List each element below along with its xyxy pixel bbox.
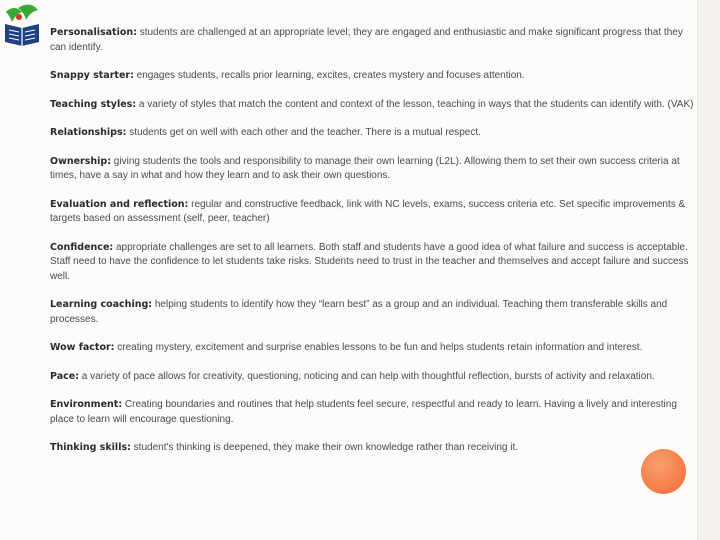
orange-circle xyxy=(641,449,686,494)
list-item-personalisation xyxy=(50,26,700,55)
term-label: Teaching styles: xyxy=(50,98,137,110)
term-label: Confidence: xyxy=(50,241,114,253)
list-item-evaluation-reflection xyxy=(50,198,700,227)
list-item-pace xyxy=(50,370,700,385)
content-list xyxy=(50,26,700,470)
list-item-learning-coaching xyxy=(50,298,700,327)
list-item-confidence xyxy=(50,241,700,285)
list-item-thinking-skills xyxy=(50,441,700,456)
term-label: Personalisation: xyxy=(50,27,137,38)
term-description: students get on well with each other and the teacher. There is a mutual respect. xyxy=(126,127,481,138)
term-label: Ownership: xyxy=(50,155,112,167)
school-logo-icon xyxy=(2,2,44,46)
term-label: Wow factor: xyxy=(50,342,115,353)
list-item-wow-factor xyxy=(50,341,700,356)
term-description: student's thinking is deepened, they make their own knowledge rather than receiving it. xyxy=(130,442,519,453)
term-description: helping students to identify how they “learn best” as a group and an individual. Teaching them transferable skills and processes. xyxy=(50,299,668,325)
list-item-ownership xyxy=(50,155,700,184)
term-description: engages students, recalls prior learning, excites, creates mystery and focuses attention. xyxy=(133,70,525,81)
term-label: Relationships: xyxy=(50,127,127,138)
list-item-environment xyxy=(50,398,700,427)
term-description: creating mystery, excitement and surprise enables lessons to be fun and helps students retain information and interest. xyxy=(114,342,643,353)
term-label: Pace: xyxy=(50,370,79,382)
term-description: students are challenged at an appropriate level; they are engaged and enthusiastic and make significant progress that they can identify. xyxy=(50,27,683,53)
list-item-relationships xyxy=(50,126,700,141)
term-label: Evaluation and reflection: xyxy=(50,198,189,210)
term-description: a variety of styles that match the content and context of the lesson, teaching in ways that the students can identify with. (VAK) xyxy=(136,98,694,110)
term-label: Learning coaching: xyxy=(50,299,153,310)
term-description: Creating boundaries and routines that help students feel secure, respectful and ready to learn. Having a lively and interesting place to learn will encourage questioning. xyxy=(50,399,677,425)
term-description: a variety of pace allows for creativity, questioning, noticing and can help with thoughtful reflection, bursts of activity and relaxation. xyxy=(79,370,655,382)
right-border xyxy=(697,0,720,540)
list-item-snappy-starter xyxy=(50,69,700,84)
term-label: Environment: xyxy=(50,399,123,410)
term-label: Snappy starter: xyxy=(50,70,134,81)
list-item-teaching-styles xyxy=(50,98,700,113)
term-description: appropriate challenges are set to all learners. Both staff and students have a good idea of what failure and success is acceptable. Staff need to have the confidence to let students take risks. Students need to trust in the teacher and themselves and accept failure and success well. xyxy=(50,241,689,282)
term-description: giving students the tools and responsibility to manage their own learning (L2L). Allowing them to set their own success criteria at times, have a say in what and how they learn and to ask their own questions. xyxy=(50,155,680,181)
term-label: Thinking skills: xyxy=(50,442,131,453)
term-description: regular and constructive feedback, link with NC levels, exams, success criteria etc. Set specific improvements & targets based on assessment (self, peer, teacher) xyxy=(50,198,686,224)
